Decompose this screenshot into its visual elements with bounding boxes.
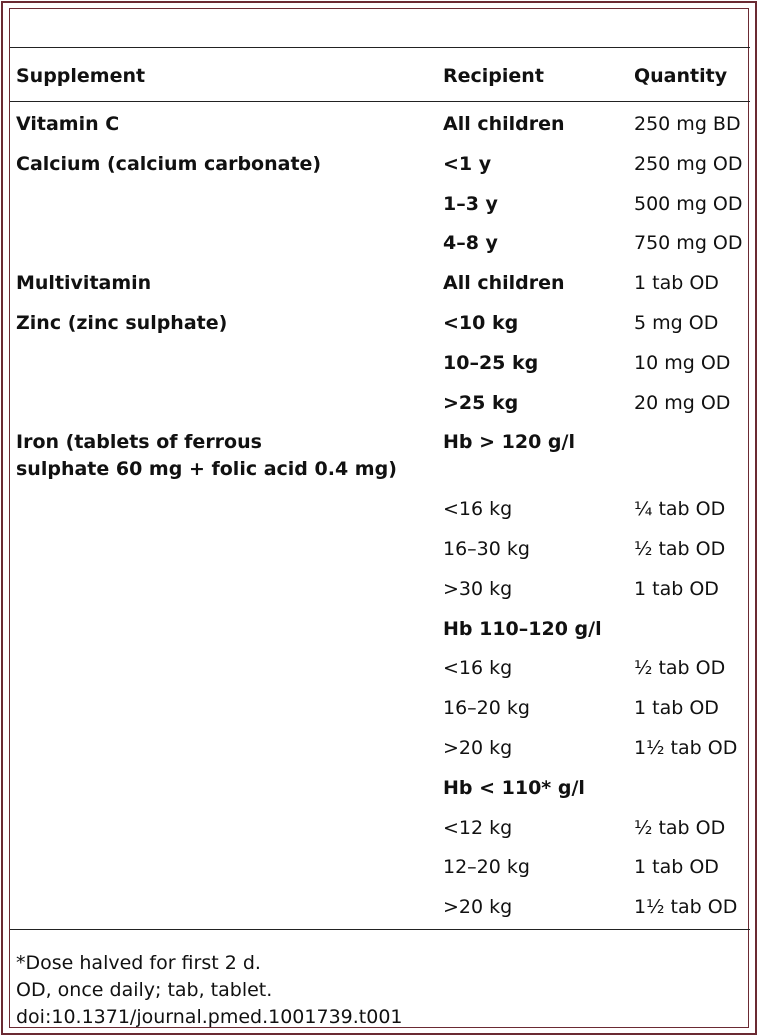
cell-recipient: 12–20 kg <box>443 856 530 878</box>
cell-quantity: 250 mg OD <box>634 153 743 175</box>
header-quantity: Quantity <box>634 65 728 87</box>
header-recipient: Recipient <box>443 65 544 87</box>
cell-quantity: 250 mg BD <box>634 113 741 135</box>
cell-recipient: <10 kg <box>443 312 519 334</box>
cell-supplement: Calcium (calcium carbonate) <box>16 153 322 175</box>
table-top-rule <box>10 47 750 48</box>
cell-recipient: >20 kg <box>443 896 513 918</box>
cell-supplement: Multivitamin <box>16 272 152 294</box>
cell-quantity: 1 tab OD <box>634 856 719 878</box>
cell-quantity: ¼ tab OD <box>634 498 726 520</box>
cell-recipient: Hb 110–120 g/l <box>443 618 602 640</box>
cell-supplement: Iron (tablets of ferrous <box>16 431 262 453</box>
footnote-dose: *Dose halved for first 2 d. <box>16 952 261 974</box>
cell-recipient: 4–8 y <box>443 232 498 254</box>
cell-quantity: 1 tab OD <box>634 272 719 294</box>
cell-recipient: 16–20 kg <box>443 697 530 719</box>
cell-quantity: 1 tab OD <box>634 578 719 600</box>
cell-quantity: 10 mg OD <box>634 352 731 374</box>
cell-supplement: Vitamin C <box>16 113 120 135</box>
cell-recipient: >25 kg <box>443 392 519 414</box>
cell-recipient: 16–30 kg <box>443 538 530 560</box>
cell-recipient: <1 y <box>443 153 492 175</box>
cell-quantity: 20 mg OD <box>634 392 731 414</box>
cell-quantity: 5 mg OD <box>634 312 719 334</box>
cell-quantity: ½ tab OD <box>634 657 726 679</box>
cell-recipient: Hb > 120 g/l <box>443 431 575 453</box>
cell-recipient: 10–25 kg <box>443 352 539 374</box>
cell-quantity: ½ tab OD <box>634 817 726 839</box>
cell-recipient: Hb < 110* g/l <box>443 777 585 799</box>
table-bottom-rule <box>10 929 750 930</box>
cell-quantity: 750 mg OD <box>634 232 743 254</box>
cell-quantity: 500 mg OD <box>634 193 743 215</box>
table-header-rule <box>10 101 750 102</box>
cell-recipient: <16 kg <box>443 657 513 679</box>
cell-recipient: All children <box>443 113 565 135</box>
cell-quantity: ½ tab OD <box>634 538 726 560</box>
footnote-abbreviations: OD, once daily; tab, tablet. <box>16 979 273 1001</box>
cell-quantity: 1½ tab OD <box>634 737 738 759</box>
footnote-doi: doi:10.1371/journal.pmed.1001739.t001 <box>16 1006 403 1028</box>
cell-recipient: <16 kg <box>443 498 513 520</box>
cell-recipient: All children <box>443 272 565 294</box>
cell-recipient: >20 kg <box>443 737 513 759</box>
cell-recipient: <12 kg <box>443 817 513 839</box>
cell-recipient: 1–3 y <box>443 193 498 215</box>
cell-quantity: 1½ tab OD <box>634 896 738 918</box>
cell-supplement-line2: sulphate 60 mg + folic acid 0.4 mg) <box>16 458 397 480</box>
cell-quantity: 1 tab OD <box>634 697 719 719</box>
header-supplement: Supplement <box>16 65 146 87</box>
cell-supplement: Zinc (zinc sulphate) <box>16 312 228 334</box>
cell-recipient: >30 kg <box>443 578 513 600</box>
